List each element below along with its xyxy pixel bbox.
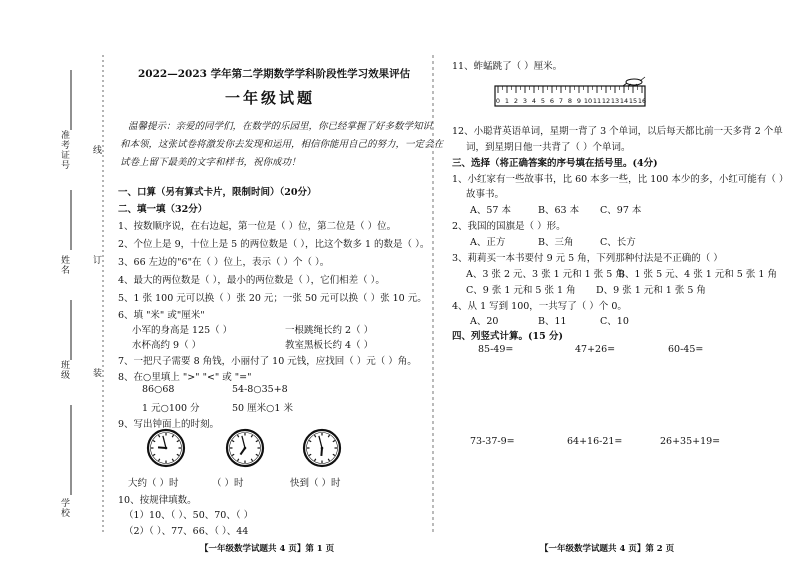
calc-1: 85-49= [478,344,514,355]
calc-5: 64+16-21= [567,436,623,447]
q2-7: 7、一把尺子需要 8 角钱，小丽付了 10 元钱，应找回（ ）元（ ）角。 [118,356,417,367]
clock-face-3 [303,429,341,467]
q3-2: 2、我国的国旗是（ ）形。 [452,221,566,232]
q2-4: 4、最大的两位数是（ ），最小的两位数是（ ），它们相差（ ）。 [118,275,385,286]
calc-2: 47+26= [575,344,616,355]
section-1-heading: 一、口算（另有算式卡片，限制时间）（20分） [118,187,317,198]
q2-12-line-1: 12、小聪背英语单词，星期一背了 3 个单词，以后每天都比前一天多背 2 个单 [452,126,783,137]
section-4-heading: 四、列竖式计算。(15 分) [452,331,564,342]
q2-1: 1、按数顺序说，在右边起，第一位是（ ）位，第二位是（ ）位。 [118,221,397,232]
ruler-tick-label: 5 [540,97,546,105]
seal-label: 订 [91,255,101,265]
clock-face-2 [226,429,264,467]
q3-3-opt-b: B、1 张 5 元、4 张 1 元和 5 张 1 角 [618,269,777,280]
ruler-tick-label: 10 [583,97,593,105]
ruler-tick-label: 4 [531,97,537,105]
footer-left: 【一年级数学试题共 4 页】第 1 页 [200,544,335,554]
q3-1-cont: 故事书。 [466,189,505,200]
class-line [70,300,72,360]
ruler-tick-label: 8 [567,97,573,105]
clock-answer-2: （ ）时 [212,478,244,489]
q2-6-b: 一根跳绳长约 2（ ） [285,325,374,336]
tips-line-2: 和本领，这张试卷将激发你去发现和运用，相信你能用自己的努力，一定会在 [120,139,444,150]
q3-3-opt-d: D、9 张 1 元和 1 张 5 角 [596,285,706,296]
section-2-heading: 二、填一填（32分） [118,204,208,215]
ruler-tick-label: 13 [610,97,620,105]
q2-12-line-2: 词，到星期日他一共背了（ ）个单词。 [466,142,631,153]
ruler-tick-label: 0 [495,97,501,105]
fold-label: 装 [91,368,101,378]
q2-10-2: （2）（ ）、77、66、（ ）、44 [124,526,249,537]
calc-6: 26+35+19= [660,436,721,447]
clock-center [321,447,324,450]
q2-8-c: 1 元○100 分 [142,403,200,414]
q2-6-c: 水杯高约 9（ ） [132,340,202,351]
class-label: 班级 [59,360,69,380]
tips-line-3: 试卷上留下最美的文字和样书，祝你成功！ [120,157,301,168]
name-label: 姓名 [59,255,69,275]
ruler-tick-label: 9 [576,97,582,105]
q3-3-opt-c: C、9 张 1 元和 5 张 1 角 [466,285,576,296]
q3-2-opt-a: A、正方 [470,237,506,248]
ruler-tick-label: 7 [558,97,564,105]
ruler-tick-label: 12 [601,97,611,105]
q2-11: 11、蚱蜢跳了（ ）厘米。 [452,61,563,72]
q2-9: 9、写出钟面上的时刻。 [118,419,220,430]
footer-right: 【一年级数学试题共 4 页】第 2 页 [540,544,675,554]
ruler-tick-label: 1 [504,97,510,105]
tips-line-1: 温馨提示：亲爱的同学们，在数学的乐园里，你已经掌握了好多数学知识 [128,121,433,132]
ruler [494,76,646,108]
clock-answer-3: 快到（ ）时 [290,478,341,489]
q3-2-opt-c: C、长方 [600,237,636,248]
q2-8: 8、在○里填上 ">" "<" 或 "=" [118,372,252,383]
q2-5: 5、1 张 100 元可以换（ ）张 20 元；一张 50 元可以换（ ）张 10 元。 [118,293,427,304]
q3-4-opt-c: C、10 [600,316,629,327]
exam-title: 2022—2023 学年第二学期数学学科阶段性学习效果评估 [138,68,411,80]
exam-id-line [70,70,72,130]
q3-1-opt-c: C、97 本 [600,205,642,216]
binding-dashed-line [102,55,104,535]
clock-center [165,447,168,450]
q2-6-a: 小军的身高是 125（ ） [132,325,233,336]
ruler-tick-label: 15 [628,97,638,105]
calc-4: 73-37-9= [470,436,515,447]
q2-6: 6、填 "米" 或"厘米" [118,310,205,321]
q2-6-d: 教室黑板长约 4（ ） [285,340,374,351]
q2-8-b: 54-8○35+8 [232,384,288,395]
line-label: 线 [91,145,101,155]
clock-answer-1: 大约（ ）时 [128,478,179,489]
ruler-tick-label: 11 [592,97,602,105]
ruler-tick-label: 16 [637,97,647,105]
q2-3: 3、66 左边的"6"在（ ）位上，表示（ ）个（ ）。 [118,257,330,268]
ruler-tick-label: 14 [619,97,629,105]
q2-8-d: 50 厘米○1 米 [232,403,293,414]
name-line [70,190,72,250]
q3-4: 4、从 1 写到 100，一共写了（ ）个 0。 [452,301,627,312]
q3-1-opt-a: A、57 本 [470,205,511,216]
q3-4-opt-a: A、20 [470,316,499,327]
grade-title: 一年级试题 [225,89,316,107]
q2-8-a: 86○68 [142,384,175,395]
q3-1: 1、小红家有一些故事书，比 60 本多一些，比 100 本少的多，小红可能有（ ） [452,174,789,185]
page-divider [432,55,434,535]
section-3-heading: 三、选择（将正确答案的序号填在括号里。(4分) [452,158,658,169]
q2-2: 2、个位上是 9，十位上是 5 的两位数是（ ），比这个数多 1 的数是（ ）。 [118,239,430,250]
q3-3-opt-a: A、3 张 2 元、3 张 1 元和 1 张 5 角 [466,269,625,280]
q3-3: 3、莉莉买一本书要付 9 元 5 角，下列那种付法是不正确的（ ） [452,253,723,264]
ruler-tick-label: 3 [522,97,528,105]
q3-4-opt-b: B、11 [538,316,567,327]
exam-id-label: 准考证号 [59,130,69,170]
ruler-tick-label: 6 [549,97,555,105]
q3-1-opt-b: B、63 本 [538,205,580,216]
calc-3: 60-45= [668,344,704,355]
q2-10: 10、按规律填数。 [118,495,197,506]
grasshopper-icon [623,77,645,86]
clock-center [244,447,247,450]
school-label: 学校 [59,498,69,518]
ruler-tick-label: 2 [513,97,519,105]
clock-face-1 [147,429,185,467]
school-line [70,405,72,495]
q3-2-opt-b: B、三角 [538,237,574,248]
q2-10-1: （1）10、（ ）、50、70、（ ） [124,510,254,521]
